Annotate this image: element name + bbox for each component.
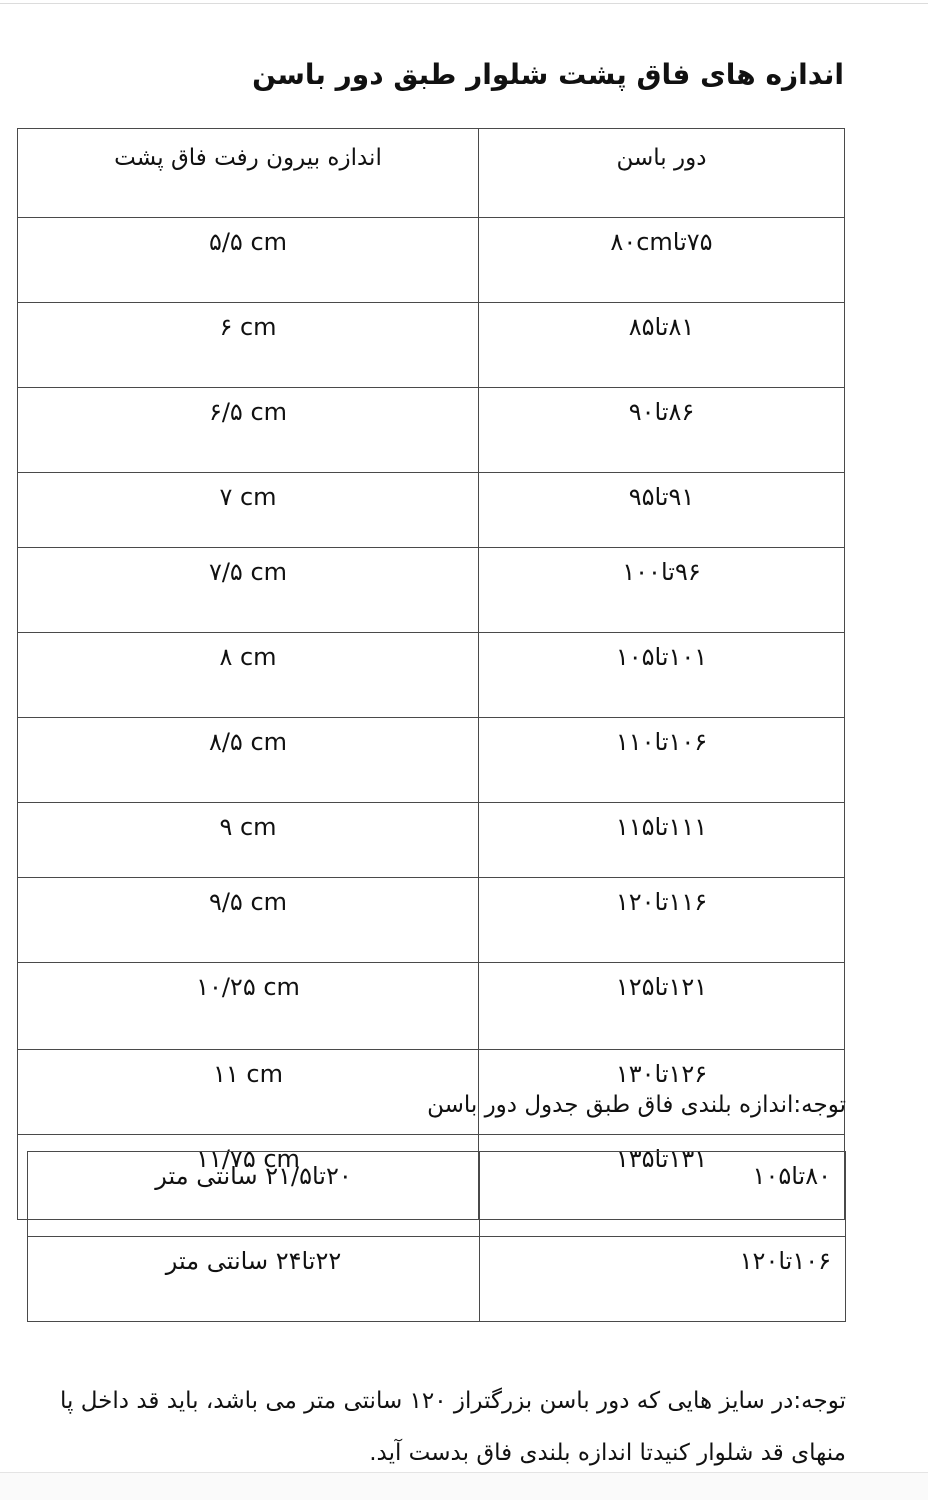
- table-row: [18, 218, 845, 303]
- waist-cell: ۸۰تا۱۰۵: [480, 1152, 846, 1237]
- crotch-value: ۱۱/۷۵ cm: [196, 1145, 300, 1173]
- waist-cell: ۸۱تا۸۵: [479, 303, 845, 388]
- waist-cell: ۸۶تا۹۰: [479, 388, 845, 473]
- crotch-cell: [18, 878, 479, 963]
- waist-cell: ۷۵تا۸۰cm: [479, 218, 845, 303]
- waist-cell: ۱۰۶تا۱۱۰: [479, 718, 845, 803]
- crotch-cell: [18, 1050, 479, 1135]
- crotch-height-table: [27, 1151, 846, 1322]
- table-row: [18, 473, 845, 548]
- crotch-height-note: توجه:اندازه بلندی فاق طبق جدول دور باسن: [427, 1092, 846, 1118]
- waist-cell: ۱۲۶تا۱۳۰: [479, 1050, 845, 1135]
- waist-cell: ۱۱۱تا۱۱۵: [479, 803, 845, 878]
- length-cell: ۲۲تا۲۴ سانتی متر: [28, 1237, 480, 1322]
- table-row: [18, 633, 845, 718]
- table-row: [18, 388, 845, 473]
- bottom-strip: [0, 1473, 928, 1500]
- crotch-cell: [18, 473, 479, 548]
- table-header-row: [18, 129, 845, 218]
- crotch-value: ۶ cm: [219, 313, 277, 341]
- crotch-value: ۱۰/۲۵ cm: [196, 973, 300, 1001]
- crotch-size-table: [17, 128, 845, 1220]
- crotch-cell: [18, 718, 479, 803]
- crotch-cell: [18, 218, 479, 303]
- crotch-value: ۱۱ cm: [213, 1060, 283, 1088]
- crotch-cell: [18, 548, 479, 633]
- waist-cell: ۱۱۶تا۱۲۰: [479, 878, 845, 963]
- table-row: [18, 878, 845, 963]
- crotch-cell: [18, 388, 479, 473]
- length-cell: ۲۰تا۲۱/۵ سانتی متر: [28, 1152, 480, 1237]
- crotch-value: ۸ cm: [219, 643, 277, 671]
- crotch-cell: [18, 633, 479, 718]
- crotch-value: ۵/۵ cm: [208, 228, 288, 256]
- crotch-value: ۹ cm: [219, 813, 277, 841]
- crotch-cell: [18, 963, 479, 1050]
- crotch-cell: [18, 803, 479, 878]
- crotch-cell: [18, 303, 479, 388]
- table-row: [18, 803, 845, 878]
- table-row: [18, 303, 845, 388]
- top-divider: [0, 3, 928, 4]
- table-row: [18, 718, 845, 803]
- crotch-value: ۹/۵ cm: [208, 888, 288, 916]
- table-row: [28, 1237, 846, 1322]
- header-waist: دور باسن: [479, 129, 845, 218]
- page-title: اندازه های فاق پشت شلوار طبق دور باسن: [252, 58, 844, 91]
- header-crotch: اندازه بیرون رفت فاق پشت: [18, 129, 479, 218]
- crotch-value: ۸/۵ cm: [208, 728, 288, 756]
- waist-cell: ۱۰۱تا۱۰۵: [479, 633, 845, 718]
- table-row: [18, 548, 845, 633]
- large-size-note: توجه:در سایز هایی که دور باسن بزرگتراز ۱۲۰ سانتی متر می باشد، باید قد داخل پا: [60, 1388, 846, 1414]
- table-row: [28, 1152, 846, 1237]
- table-row: [18, 963, 845, 1050]
- waist-cell: ۹۶تا۱۰۰: [479, 548, 845, 633]
- waist-cell: ۱۲۱تا۱۲۵: [479, 963, 845, 1050]
- crotch-value: ۶/۵ cm: [208, 398, 288, 426]
- waist-cell: ۹۱تا۹۵: [479, 473, 845, 548]
- large-size-note-continued: منهای قد شلوار کنیدتا اندازه بلندی فاق بدست آید.: [369, 1440, 846, 1466]
- waist-cell: ۱۰۶تا۱۲۰: [480, 1237, 846, 1322]
- crotch-value: ۷/۵ cm: [208, 558, 288, 586]
- waist-cell: ۱۳۱تا۱۳۵: [479, 1135, 845, 1220]
- crotch-value: ۷ cm: [219, 483, 277, 511]
